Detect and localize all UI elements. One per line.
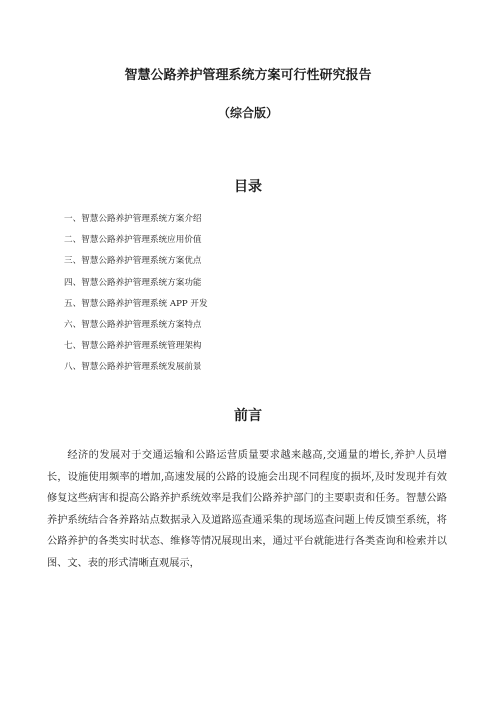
document-subtitle: （综合版） xyxy=(217,106,278,120)
toc-item: 二、智慧公路养护管理系统应用价值 xyxy=(64,235,202,246)
preface-heading: 前言 xyxy=(234,408,262,424)
toc-item: 六、智慧公路养护管理系统方案特点 xyxy=(64,319,202,330)
preface-paragraph: 经济的发展对于交通运输和公路运营质量要求越来越高,交通量的增长,养护人员增长，设施使用频率的增加,高速发展的公路的设施会出现不同程度的损坏,及时发现并有效修复这些病害和提高公路养护系统效率是我们公路养护部门的主要职责和任务。智慧公路养护系统结合各养路站点数据录入及道路巡查通采集的现场巡查问题上传反馈至系统，将公路养护的各类实时状态、维修等情况展现出来，通过平台就能进行各类查询和检索并以图、文、表的形式清晰直观展示， xyxy=(47,450,447,569)
toc-item: 五、智慧公路养护管理系统 APP 开发 xyxy=(64,298,208,309)
toc-item: 四、智慧公路养护管理系统方案功能 xyxy=(64,277,202,288)
document-title: 智慧公路养护管理系统方案可行性研究报告 xyxy=(124,68,372,83)
table-of-contents xyxy=(64,209,208,379)
toc-item: 七、智慧公路养护管理系统管理架构 xyxy=(64,341,202,352)
toc-item: 八、智慧公路养护管理系统发展前景 xyxy=(64,362,202,373)
toc-item: 三、智慧公路养护管理系统方案优点 xyxy=(64,256,202,267)
toc-heading: 目录 xyxy=(234,179,262,195)
toc-item: 一、智慧公路养护管理系统方案介绍 xyxy=(64,214,202,224)
